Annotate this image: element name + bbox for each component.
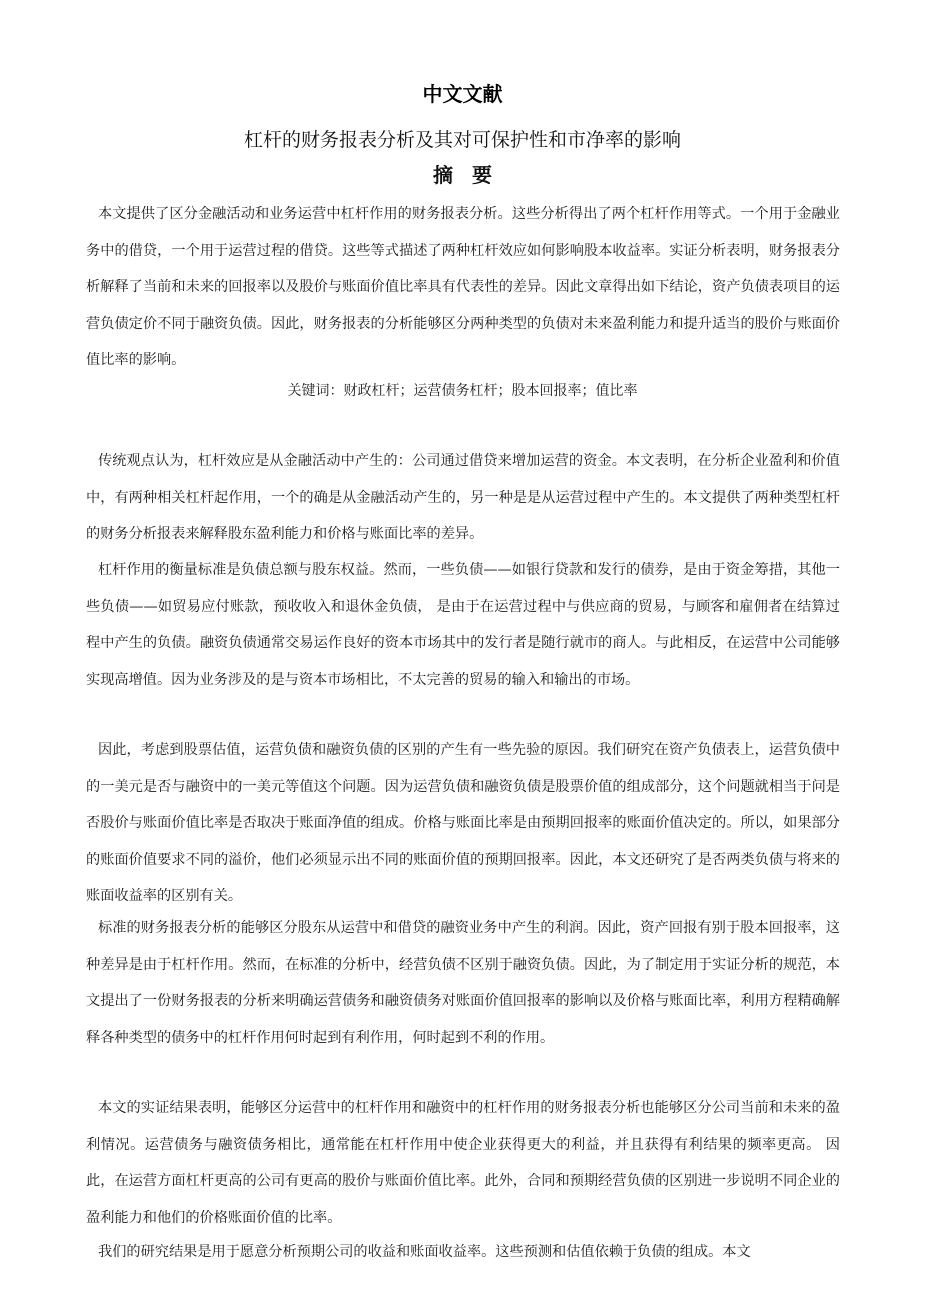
body-paragraph: 我们的研究结果是用于愿意分析预期公司的收益和账面收益率。这些预测和估值依赖于负债的组成。本文 xyxy=(98,1244,751,1260)
keywords-line: 关键词：财政杠杆；运营债务杠杆；股本回报率；值比率 xyxy=(287,383,638,399)
body-paragraph: 因此，考虑到股票估值，运营负债和融资负债的区别的产生有一些先验的原因。我们研究在资产负债表上，运营负债中的一美元是否与融资中的一美元等值这个问题。因为运营负债和融资负债是股票价值的组成部分，这个问题就相当于问是否股价与账面价值比率是否取决于账面净值的组成。价格与账面比率是由预期回报率的账面价值决定的。所以，如果部分的账面价值要求不同的溢价，他们必须显示出不同的账面价值的预期回报率。因此，本文还研究了是否两类负债与将来的账面收益率的区别有关。 xyxy=(86,742,840,904)
body-paragraph: 标准的财务报表分析的能够区分股东从运营中和借贷的融资业务中产生的利润。因此，资产回报有别于股本回报率，这种差异是由于杠杆作用。然而，在标准的分析中，经营负债不区别于融资负债。因此，为了制定用于实证分析的规范，本文提出了一份财务报表的分析来明确运营债务和融资债务对账面价值回报率的影响以及价格与账面比率，利用方程精确解释各种类型的债务中的杠杆作用何时起到有利作用，何时起到不利的作用。 xyxy=(86,920,840,1046)
body-paragraph: 杠杆作用的衡量标准是负债总额与股东权益。然而，一些负债——如银行贷款和发行的债券，是由于资金筹措，其他一些负债——如贸易应付账款，预收收入和退休金负债， 是由于在运营过程中与供应商的贸易，与顾客和雇佣者在结算过程中产生的负债。融资负债通常交易运作良好的资本市场其中的发行者是随行就市的商人。与此相反，在运营中公司能够实现高增值。因为业务涉及的是与资本市场相比，不太完善的贸易的输入和输出的市场。 xyxy=(86,562,840,688)
body-paragraph: 传统观点认为，杠杆效应是从金融活动中产生的：公司通过借贷来增加运营的资金。本文表明，在分析企业盈利和价值中，有两种相关杠杆起作用，一个的确是从金融活动产生的，另一种是是从运营过程中产生的。本文提供了两种类型杠杆的财务分析报表来解释股东盈利能力和价格与账面比率的差异。 xyxy=(86,453,840,542)
abstract-body: 本文提供了区分金融活动和业务运营中杠杆作用的财务报表分析。这些分析得出了两个杠杆作用等式。一个用于金融业务中的借贷，一个用于运营过程的借贷。这些等式描述了两种杠杆效应如何影响股本收益率。实证分析表明，财务报表分析解释了当前和未来的回报率以及股价与账面价值比率具有代表性的差异。因此文章得出如下结论，资产负债表项目的运营负债定价不同于融资负债。因此，财务报表的分析能够区分两种类型的负债对未来盈利能力和提升适当的股价与账面价值比率的影响。 xyxy=(86,206,840,368)
section-label: 中文文献 xyxy=(422,82,503,106)
paper-title: 杠杆的财务报表分析及其对可保护性和市净率的影响 xyxy=(243,129,681,151)
body-paragraph: 本文的实证结果表明，能够区分运营中的杠杆作用和融资中的杠杆作用的财务报表分析也能够区分公司当前和未来的盈利情况。运营债务与融资债务相比，通常能在杠杆作用中使企业获得更大的利益，并且获得有利结果的频率更高。 因此，在运营方面杠杆更高的公司有更高的股价与账面价值比率。此外，合同和预期经营负债的区别进一步说明不同企业的盈利能力和他们的价格账面价值的比率。 xyxy=(86,1100,840,1226)
abstract-title: 摘 要 xyxy=(433,163,498,187)
